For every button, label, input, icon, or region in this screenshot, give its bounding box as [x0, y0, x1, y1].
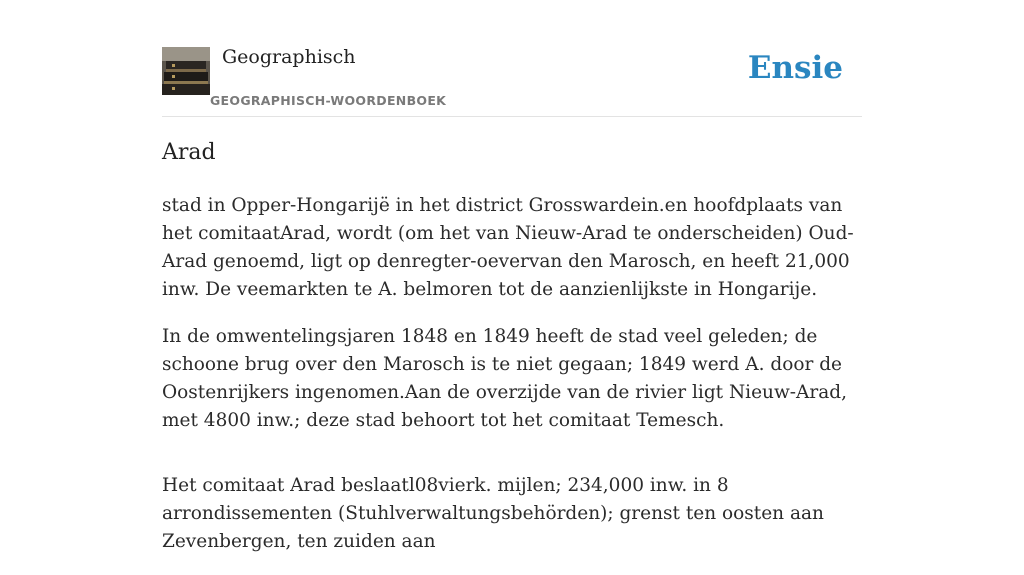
book-stack-photo-icon: [162, 47, 210, 95]
article-paragraph-2: In de omwentelingsjaren 1848 en 1849 heeft de stad veel geleden; de schoone brug over den Marosch is te niet gegaan; 1849 werd A. door de Oostenrijkers ingenomen.Aan de overzijde van de rivier ligt Nieuw-Arad, met 4800 inw.; deze stad behoort tot het comitaat Temesch.: [162, 326, 847, 431]
article-paragraph-3: Het comitaat Arad beslaatl08vierk. mijlen; 234,000 inw. in 8 arrondissementen (Stuhlverwaltungsbehörden); grenst ten oosten aan Zevenbergen, ten zuiden aan: [162, 475, 824, 552]
source-slug[interactable]: GEOGRAPHISCH-WOORDENBOEK: [210, 93, 447, 108]
source-avatar-icon[interactable]: [162, 47, 210, 95]
article-paragraph-1: stad in Opper-Hongarijë in het district Grosswardein.en hoofdplaats van het comitaatArad, wordt (om het van Nieuw-Arad te onderscheiden) Oud-Arad genoemd, ligt op denregter-oevervan den Marosch, en heeft 21,000 inw. De veemarkten te A. belmoren tot de aanzienlijkste in Hongarije.: [162, 195, 854, 300]
source-header: [162, 40, 862, 117]
article-term: Arad: [162, 140, 216, 165]
article-body: [162, 192, 874, 575]
brand-logo[interactable]: Ensie: [747, 50, 843, 86]
source-title[interactable]: Geographisch: [222, 46, 356, 68]
